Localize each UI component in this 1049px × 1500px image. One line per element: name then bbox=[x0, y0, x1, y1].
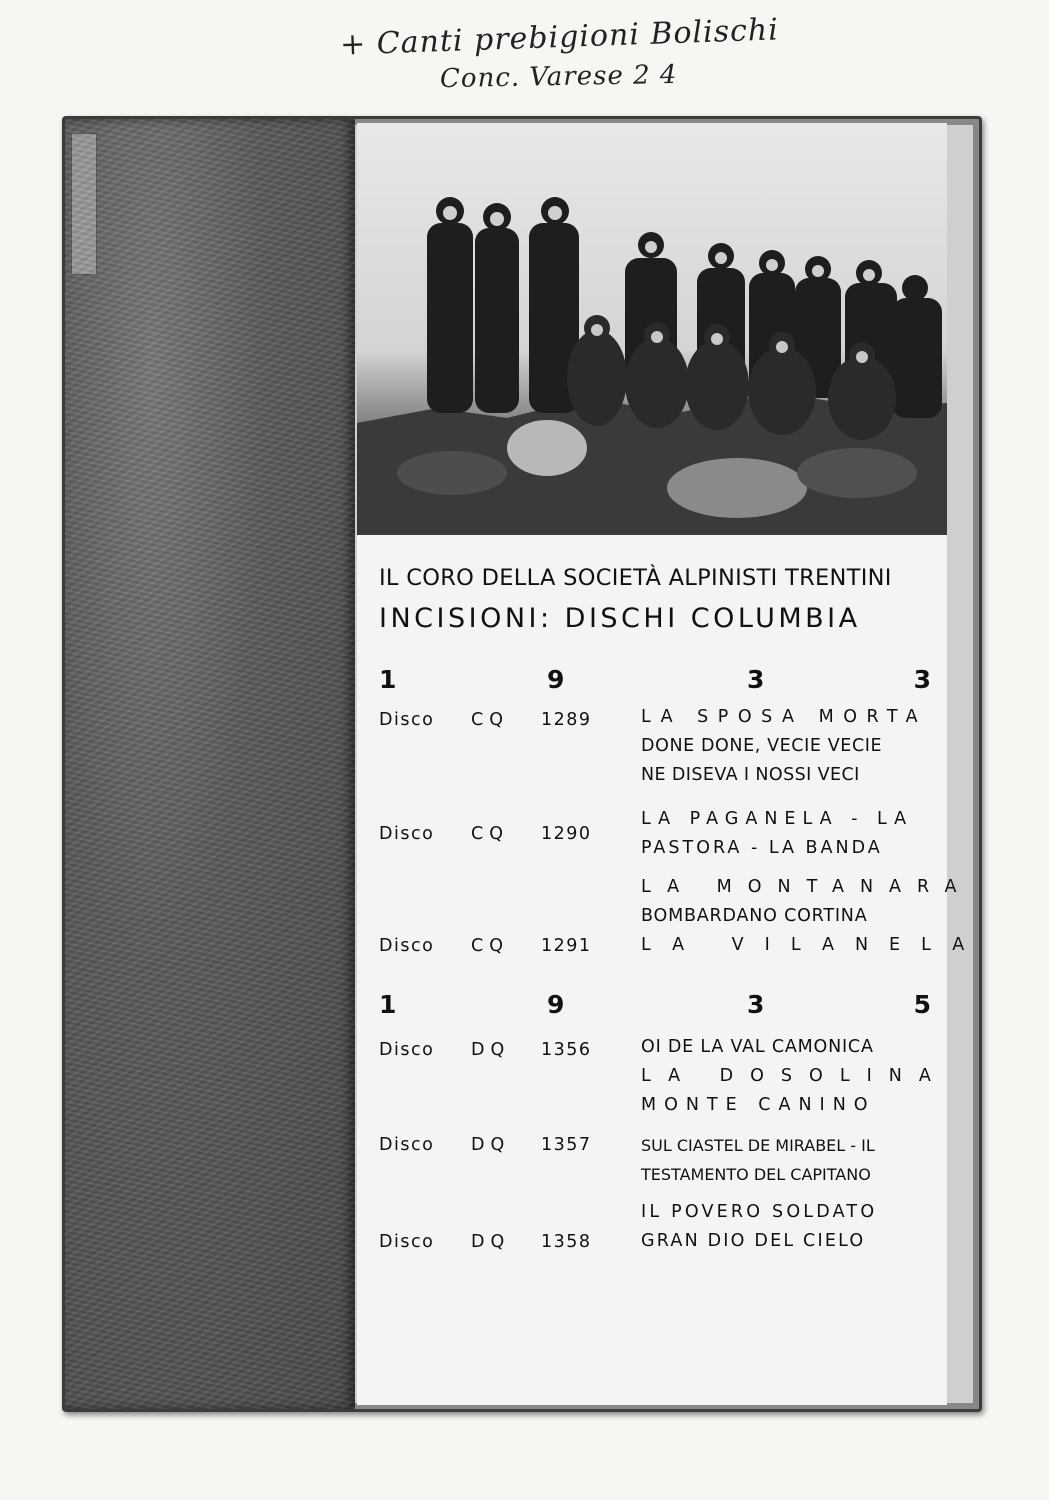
song-title: LA VILANELA bbox=[641, 935, 986, 955]
song-title: LA SPOSA MORTA bbox=[641, 707, 928, 727]
song-title: OI DE LA VAL CAMONICA bbox=[641, 1037, 874, 1057]
disc-titles bbox=[641, 703, 931, 790]
disc-series: CQ bbox=[471, 936, 509, 956]
year-digit: 9 bbox=[547, 990, 565, 1019]
year-digit: 9 bbox=[547, 665, 565, 694]
song-title: BOMBARDANO CORTINA bbox=[641, 906, 868, 926]
year-1935 bbox=[379, 990, 931, 1024]
song-title: IL POVERO SOLDATO bbox=[641, 1202, 878, 1222]
disc-label: Disco bbox=[379, 1232, 435, 1252]
disc-series: DQ bbox=[471, 1135, 511, 1155]
year-digit: 3 bbox=[747, 665, 765, 694]
year-digit: 3 bbox=[747, 990, 765, 1019]
disc-number: 1357 bbox=[541, 1135, 592, 1155]
disc-titles bbox=[641, 1198, 931, 1256]
recordings-subtitle: INCISIONI: DISCHI COLUMBIA bbox=[379, 603, 861, 634]
song-title: TESTAMENTO DEL CAPITANO bbox=[641, 1165, 871, 1184]
year-1933 bbox=[379, 665, 931, 699]
spine-edge bbox=[71, 133, 97, 275]
disc-label: Disco bbox=[379, 936, 435, 956]
disc-label: Disco bbox=[379, 824, 435, 844]
disc-label: Disco bbox=[379, 1135, 435, 1155]
year-digit: 3 bbox=[913, 665, 931, 694]
disc-titles bbox=[641, 805, 931, 863]
disc-number: 1289 bbox=[541, 710, 592, 730]
year-digit: 5 bbox=[913, 990, 931, 1019]
handwritten-note bbox=[330, 14, 930, 94]
song-title: MONTE CANINO bbox=[641, 1095, 876, 1115]
booklet-cover bbox=[62, 116, 986, 1412]
handwritten-line-2: Conc. Varese 2 4 bbox=[439, 59, 678, 95]
song-title: LA DOSOLINA bbox=[641, 1066, 948, 1086]
song-title: SUL CIASTEL DE MIRABEL - IL bbox=[641, 1136, 875, 1155]
disc-label: Disco bbox=[379, 1040, 435, 1060]
choir-title: IL CORO DELLA SOCIETÀ ALPINISTI TRENTINI bbox=[379, 565, 892, 591]
song-title: GRAN DIO DEL CIELO bbox=[641, 1231, 866, 1251]
choir-photo bbox=[357, 123, 947, 535]
handwritten-line-1: + Canti prebigioni Bolischi bbox=[339, 12, 780, 63]
disc-number: 1291 bbox=[541, 936, 592, 956]
disc-titles bbox=[641, 1033, 948, 1120]
year-digit: 1 bbox=[379, 990, 397, 1019]
song-title: NE DISEVA I NOSSI VECI bbox=[641, 765, 860, 785]
disc-number: 1356 bbox=[541, 1040, 592, 1060]
disc-number: 1290 bbox=[541, 824, 592, 844]
disc-series: CQ bbox=[471, 710, 509, 730]
disc-series: DQ bbox=[471, 1232, 511, 1252]
song-title: LA MONTANARA bbox=[641, 877, 973, 897]
year-digit: 1 bbox=[379, 665, 397, 694]
group-photo-icon bbox=[357, 123, 947, 535]
discography-panel bbox=[357, 535, 986, 1405]
disc-number: 1358 bbox=[541, 1232, 592, 1252]
disc-label: Disco bbox=[379, 710, 435, 730]
disc-series: DQ bbox=[471, 1040, 511, 1060]
song-title: PASTORA - LA BANDA bbox=[641, 838, 883, 858]
booklet-spine bbox=[65, 119, 355, 1409]
disc-series: CQ bbox=[471, 824, 509, 844]
song-title: DONE DONE, VECIE VECIE bbox=[641, 736, 883, 756]
disc-titles bbox=[641, 1131, 931, 1189]
song-title: LA PAGANELA - LA bbox=[641, 809, 914, 829]
disc-titles bbox=[641, 873, 986, 960]
